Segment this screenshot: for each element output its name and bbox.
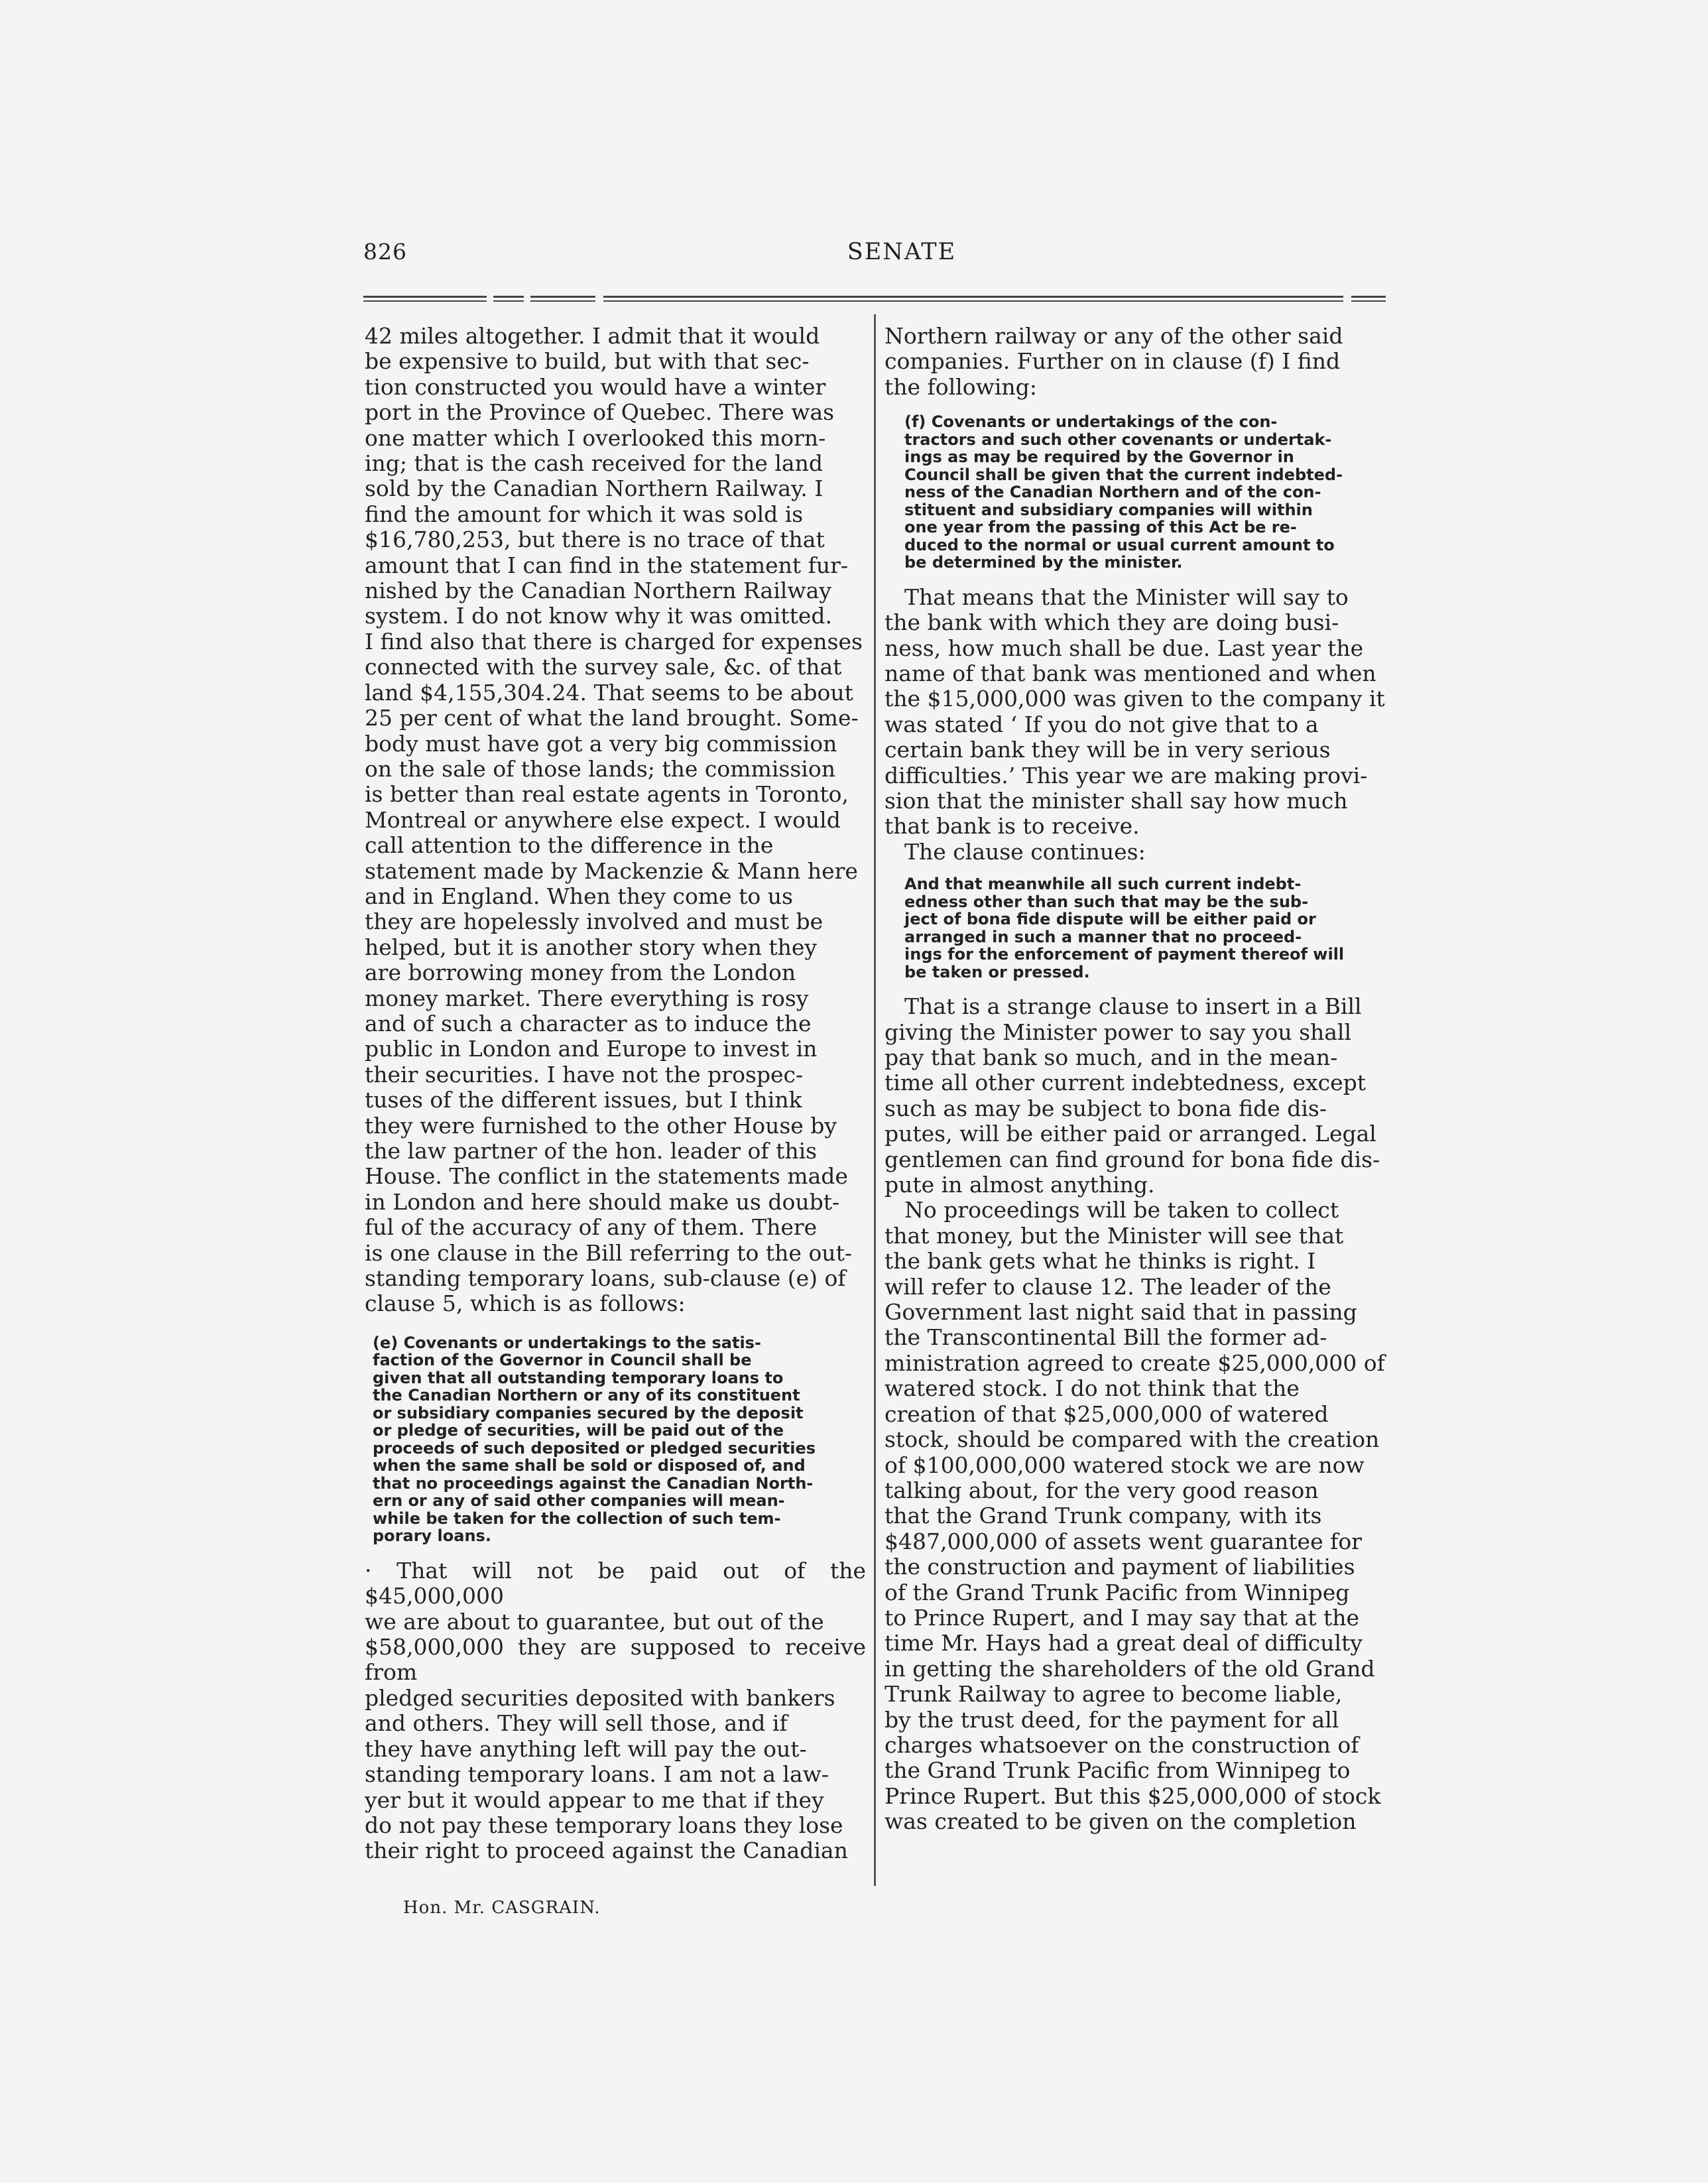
right-paragraph-1: Northern railway or any of the other said companies. Further on in clause (f) I find the following:: [884, 323, 1343, 400]
left-paragraph-2: · That will not be paid out of the $45,000,000 we are about to guarantee, but out of the $58,000,000 they are supposed to receive from pledged securities deposited with bankers and others. They will sell those, and if they have anything left will pay the out- standing temporary loans. I am not a law- yer but it would appear to me that if they do not pay these temporary loans they lose their right to proceed against the Canadian: [365, 1557, 866, 1864]
quoted-clause-f: (f) Covenants or undertakings of the con- tractors and such other covenants or undertak- ings as may be required by the Governor in Council shall be given that the current indebted- ness of the Canadian Northern and of the con- stituent and subsidiary companies will within one year from the passing of this Act be re- duced to the normal or usual current amount to be determined by the minister.: [904, 412, 1343, 572]
right-paragraph-2: That means that the Minister will say to the bank with which they are doing busi- ness, how much shall be due. Last year the name of that bank was mentioned and when the $15,000,000 was given to the company it was stated ‘ If you do not give that to a certain bank they will be in very serious difficulties.’ This year we are making provi- sion that the minister shall say how much that bank is to receive.: [884, 584, 1385, 840]
right-column: [884, 324, 1386, 1835]
right-paragraph-5: No proceedings will be taken to collect that money, but the Minister will see that the bank gets what he thinks is right. I will refer to clause 12. The leader of the Government last night said that in passing the Transcontinental Bill the former ad- ministration agreed to create $25,000,000 of watered stock. I do not think that the creation of that $25,000,000 of watered stock, should be compared with the creation of $100,000,000 watered stock we are now talking about, for the very good reason that the Grand Trunk company, with its $487,000,000 of assets went guarantee for the construction and payment of liabilities of the Grand Trunk Pacific from Winnipeg to Prince Rupert, and I may say that at the time Mr. Hays had a great deal of difficulty in getting the shareholders of the old Grand Trunk Railway to agree to become liable, by the trust deed, for the payment for all charges whatsoever on the construction of the Grand Trunk Pacific from Winnipeg to Prince Rupert. But this $25,000,000 of stock was created to be given on the completion: [884, 1197, 1385, 1835]
quoted-clause-continuation: And that meanwhile all such current indebt- edness other than such that may be the sub- ject of bona fide dispute will be either paid or arranged in such a manner that no proceed- ings for the enforcement of payment thereof will be taken or pressed.: [904, 875, 1345, 981]
page-number: 826: [363, 239, 407, 265]
left-paragraph-1: 42 miles altogether. I admit that it would be expensive to build, but with that sec- tion constructed you would have a winter port in the Province of Quebec. There was one matter which I overlooked this morn- ing; that is the cash received for the land sold by the Canadian Northern Railway. I find the amount for which it was sold is $16,780,253, but there is no trace of that amount that I can find in the statement fur- nished by the Canadian Northern Railway system. I do not know why it was omitted. I find also that there is charged for expenses connected with the survey sale, &c. of that land $4,155,304.24. That seems to be about 25 per cent of what the land brought. Some- body must have got a very big commission on the sale of those lands; the commission is better than real estate agents in Toronto, Montreal or anywhere else expect. I would call attention to the difference in the statement made by Mackenzie & Mann here and in England. When they come to us they are hopelessly involved and must be helped, but it is another story when they are borrowing money from the London money market. There everything is rosy and of such a character as to induce the public in London and Europe to invest in their securities. I have not the prospec- tuses of the different issues, but I think they were furnished to the other House by the law partner of the hon. leader of this House. The conflict in the statements made in London and here should make us doubt- ful of the accuracy of any of them. There is one clause in the Bill referring to the out- standing temporary loans, sub-clause (e) of clause 5, which is as follows:: [365, 323, 863, 1317]
running-head: SENATE: [847, 239, 957, 265]
left-column: [365, 324, 866, 1864]
header-rules: [363, 296, 1386, 309]
footer-speaker: Hon. Mr. CASGRAIN.: [403, 1898, 601, 1918]
right-paragraph-4: That is a strange clause to insert in a Bill giving the Minister power to say you shall pay that bank so much, and in the mean- time all other current indebtedness, except such as may be subject to bona fide dis- putes, will be either paid or arranged. Legal gentlemen can find ground for bona fide dis- pute in almost anything.: [884, 993, 1380, 1198]
right-paragraph-3: The clause continues:: [904, 838, 1146, 865]
column-divider: [874, 314, 876, 1886]
quoted-clause-e: (e) Covenants or undertakings to the satis- faction of the Governor in Council shall be given that all outstanding temporary loans to the Canadian Northern or any of its constituent or subsidiary companies secured by the deposit or pledge of securities, will be paid out of the proceeds of such deposited or pledged securities when the same shall be sold or disposed of, and that no proceedings against the Canadian North- ern or any of said other companies will mean- while be taken for the collection of such tem- porary loans.: [373, 1333, 816, 1546]
